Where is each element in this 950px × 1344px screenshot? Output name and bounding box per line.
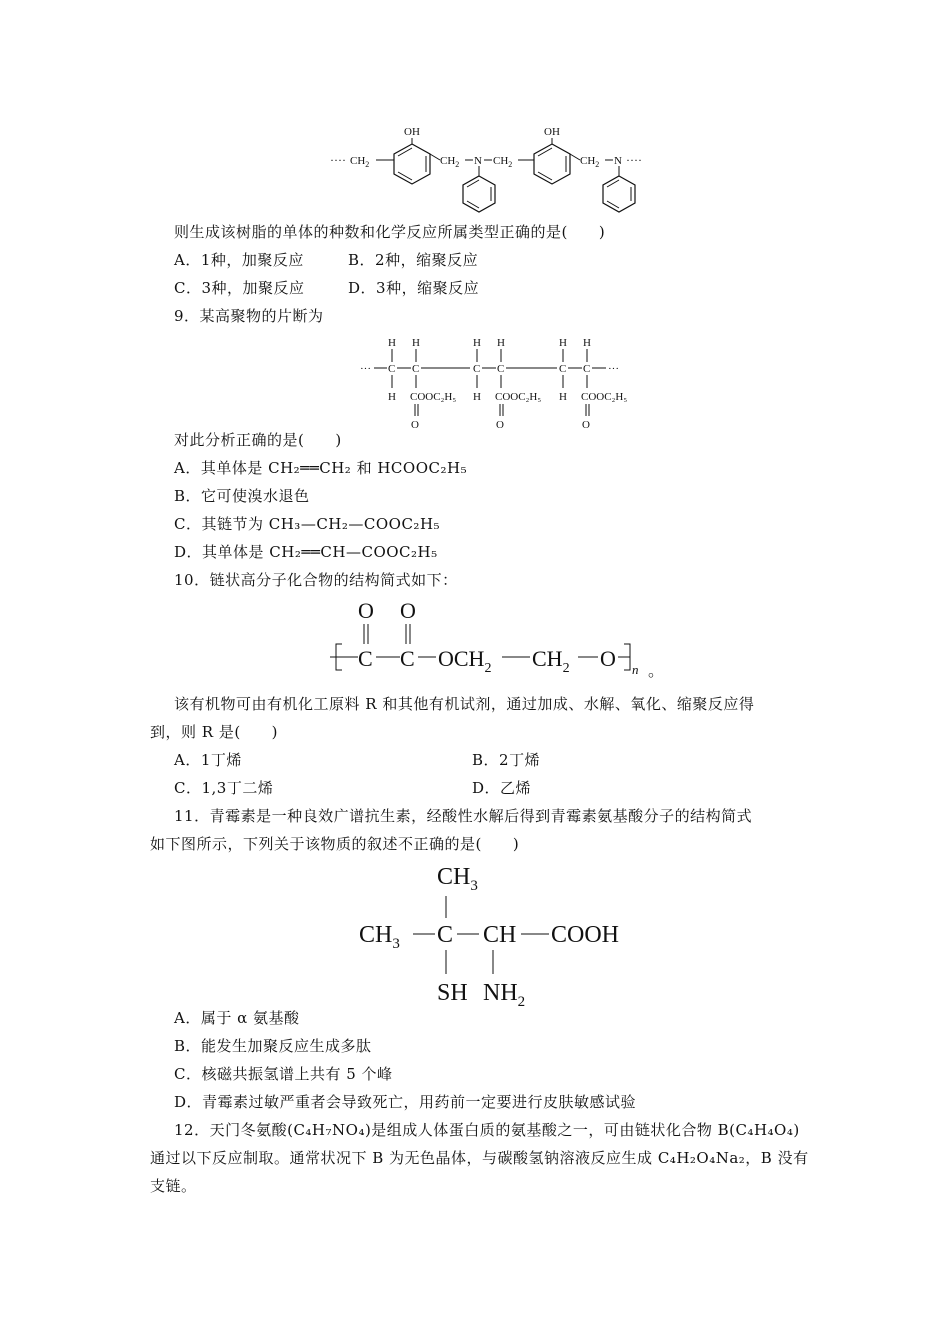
q11-ch3-left: $CH_3$ bbox=[359, 922, 400, 952]
q9-c: C bbox=[559, 363, 567, 375]
q10-period: 。 bbox=[648, 663, 665, 680]
q8-n-1: N bbox=[474, 155, 482, 167]
q9-option-a: A．其单体是 CH₂══CH₂ 和 HCOOC₂H₅ bbox=[174, 459, 468, 477]
q9-h: H bbox=[473, 391, 481, 403]
q10-c: C bbox=[358, 646, 373, 671]
q9-h: H bbox=[559, 391, 567, 403]
q8-option-c: C．3种，加聚反应 bbox=[174, 279, 305, 297]
q10-option-a: A．1丁烯 bbox=[174, 751, 242, 769]
q8-ch2-3: $CH_2$ bbox=[493, 155, 513, 169]
q9-o: O bbox=[411, 419, 419, 431]
q8-option-b: B．2种，缩聚反应 bbox=[348, 251, 479, 269]
q9-h: H bbox=[559, 337, 567, 349]
q12-line3: 支链。 bbox=[150, 1177, 197, 1195]
q9-h: H bbox=[412, 337, 420, 349]
q12-line2: 通过以下反应制取。通常状况下 B 为无色晶体，与碳酸氢钠溶液反应生成 C₄H₂O₄Na₂，B 没有 bbox=[150, 1149, 809, 1167]
q9-h: H bbox=[583, 337, 591, 349]
q10-title: 10．链状高分子化合物的结构简式如下： bbox=[174, 571, 458, 589]
q10-o: O bbox=[400, 598, 416, 623]
q11-nh2: $NH_2$ bbox=[483, 980, 526, 1010]
svg-text:···: ··· bbox=[608, 363, 619, 375]
q11-sh: SH bbox=[437, 980, 468, 1006]
q12-line1: 12．天门冬氨酸(C₄H₇NO₄)是组成人体蛋白质的氨基酸之一，可由链状化合物 B(C₄H₄O₄) bbox=[174, 1121, 800, 1139]
q9-c: C bbox=[388, 363, 396, 375]
q8-phenyl-1 bbox=[463, 176, 495, 212]
q9-title: 9．某高聚物的片断为 bbox=[174, 307, 324, 325]
q9-ester: COOC₂H₅ bbox=[495, 391, 542, 403]
q8-oh-2: OH bbox=[544, 126, 560, 138]
q11-option-a: A．属于 α 氨基酸 bbox=[174, 1009, 300, 1027]
q9-h: H bbox=[388, 391, 396, 403]
q11-cooh: COOH bbox=[551, 922, 620, 948]
q8-benzene-2 bbox=[534, 144, 570, 184]
q9-option-b: B．它可使溴水退色 bbox=[174, 487, 310, 505]
q8-dots-left: ···· bbox=[330, 153, 346, 167]
q9-c: C bbox=[583, 363, 591, 375]
q9-h: H bbox=[497, 337, 505, 349]
q10-ch2: $CH_2$ bbox=[532, 646, 570, 676]
q9-c: C bbox=[497, 363, 505, 375]
q8-stem: 则生成该树脂的单体的种数和化学反应所属类型正确的是( ) bbox=[174, 223, 606, 241]
q8-ch2-4: $CH_2$ bbox=[580, 155, 600, 169]
q9-ester: COOC₂H₅ bbox=[581, 391, 628, 403]
q11-ch3-top: $CH_3$ bbox=[437, 864, 478, 894]
q9-c: C bbox=[473, 363, 481, 375]
q10-subscript-n: n bbox=[632, 662, 639, 677]
q8-ch2-2: $CH_2$ bbox=[440, 155, 460, 169]
q11-c: C bbox=[437, 922, 454, 948]
q8-ch2-1: $CH_2$ bbox=[350, 155, 370, 169]
q10-option-d: D．乙烯 bbox=[472, 779, 532, 797]
q11-option-d: D．青霉素过敏严重者会导致死亡，用药前一定要进行皮肤敏感试验 bbox=[174, 1093, 637, 1111]
q8-oh-1: OH bbox=[404, 126, 420, 138]
q10-stem-line1: 该有机物可由有机化工原料 R 和其他有机试剂，通过加成、水解、氧化、缩聚反应得 bbox=[174, 695, 755, 713]
q8-n-2: N bbox=[614, 155, 622, 167]
q8-benzene-1 bbox=[394, 144, 430, 184]
q9-ester: COOC₂H₅ bbox=[410, 391, 457, 403]
q9-o: O bbox=[496, 419, 504, 431]
q8-phenyl-2 bbox=[603, 176, 635, 212]
q11-stem-line2: 如下图所示，下列关于该物质的叙述不正确的是( ) bbox=[150, 835, 520, 853]
svg-text:···: ··· bbox=[360, 363, 371, 375]
q10-option-c: C．1,3丁二烯 bbox=[174, 779, 274, 797]
q8-option-a: A．1种，加聚反应 bbox=[174, 251, 304, 269]
q10-o-end: O bbox=[600, 646, 616, 671]
q11-option-c: C．核磁共振氢谱上共有 5 个峰 bbox=[174, 1065, 393, 1083]
q10-option-b: B．2丁烯 bbox=[472, 751, 541, 769]
q10-o: O bbox=[358, 598, 374, 623]
q9-polymer-structure bbox=[360, 334, 640, 432]
q9-option-c: C．其链节为 CH₃—CH₂—COOC₂H₅ bbox=[174, 515, 441, 533]
q11-amino-acid-structure bbox=[355, 858, 645, 1008]
q10-stem-line2: 到，则 R 是( ) bbox=[150, 723, 279, 741]
q8-option-d: D．3种，缩聚反应 bbox=[348, 279, 480, 297]
q8-resin-structure bbox=[330, 122, 660, 222]
q9-stem: 对此分析正确的是( ) bbox=[174, 431, 342, 449]
q9-h: H bbox=[388, 337, 396, 349]
q9-o: O bbox=[582, 419, 590, 431]
q11-stem-line1: 11．青霉素是一种良效广谱抗生素，经酸性水解后得到青霉素氨基酸分子的结构简式 bbox=[174, 807, 753, 825]
q11-option-b: B．能发生加聚反应生成多肽 bbox=[174, 1037, 372, 1055]
q10-polyester-structure bbox=[330, 596, 665, 682]
q8-dots-right: ···· bbox=[626, 153, 642, 167]
q10-och2: $OCH_2$ bbox=[438, 646, 492, 676]
q9-h: H bbox=[473, 337, 481, 349]
q9-option-d: D．其单体是 CH₂══CH—COOC₂H₅ bbox=[174, 543, 438, 561]
q11-ch: CH bbox=[483, 922, 517, 948]
q9-c: C bbox=[412, 363, 420, 375]
q10-c: C bbox=[400, 646, 415, 671]
